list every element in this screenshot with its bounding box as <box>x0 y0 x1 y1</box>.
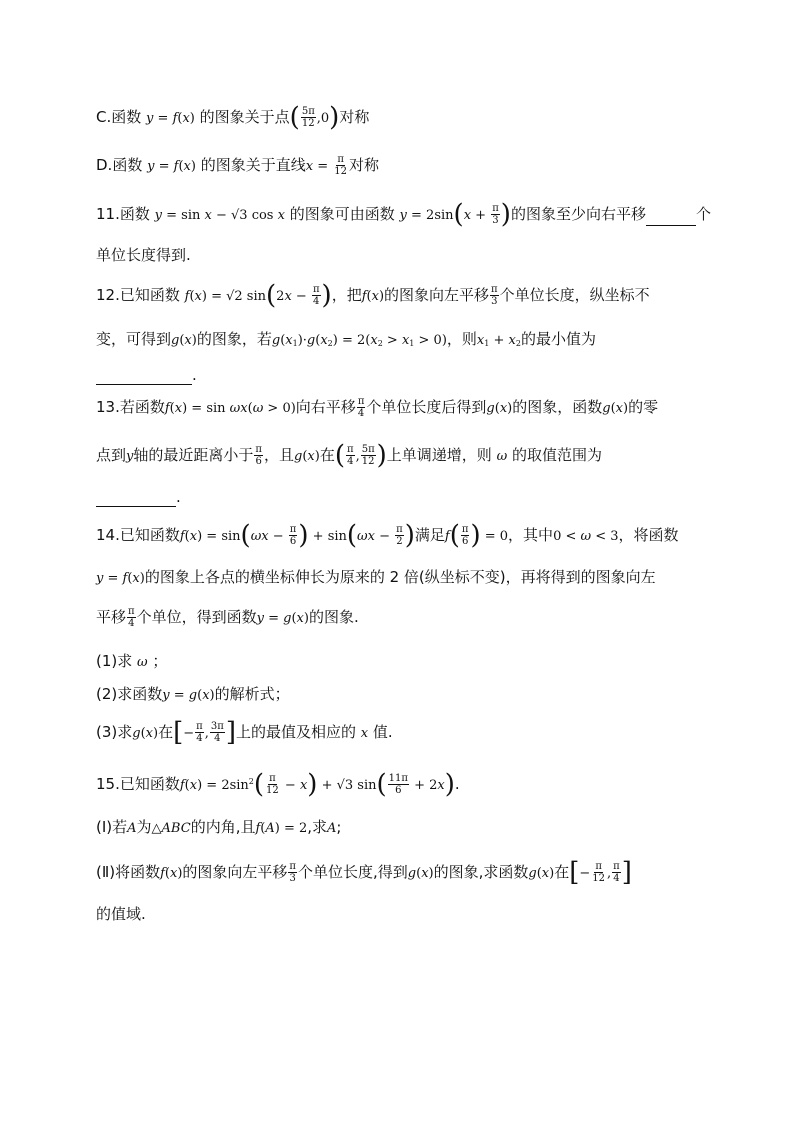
question-11: 11.函数 y = sin x − √3 cos x 的图象可由函数 y = 2sin(x + $\frac{\pi}{3}$ )的图象至少向右平移 个 <box>96 199 711 230</box>
answer-blank[interactable] <box>646 225 696 226</box>
option-c: C.函数 y = f(x) 的图象关于点( $\frac{5\pi}{12}$ ,0)对称 <box>96 102 370 133</box>
question-13: 13.若函数f(x) = sin ωx(ω > 0)向右平移 $\frac{\pi}{4}$ 个单位长度后得到g(x)的图象，函数g(x)的零 <box>96 396 659 419</box>
question-14: 14.已知函数f(x) = sin(ωx − $\frac{\pi}{6}$ ) + sin(ωx − $\frac{\pi}{2}$ )满足f( $\frac{\pi}{6}$ ) = 0，其中0 < ω < 3，将函数 <box>96 520 679 551</box>
answer-blank[interactable] <box>96 384 192 385</box>
question-15-part-2: (Ⅱ)将函数f(x)的图象向左平移 $\frac{\pi}{3}$ 个单位长度,得到g(x)的图象,求函数g(x)在[− $\frac{\pi}{12}$ , $\frac{\pi}{4}$ ] <box>96 857 632 888</box>
question-14-part-1: (1)求 ω ； <box>96 652 168 670</box>
question-15-cont: 的值域. <box>96 905 146 923</box>
question-11-cont: 单位长度得到. <box>96 246 191 264</box>
question-13-cont: 点到y轴的最近距离小于 $\frac{\pi}{6}$ ，且g(x)在( $\frac{\pi}{4}$ , $\frac{5\pi}{12}$ )上单调递增，则 ω 的取值范围为 <box>96 440 602 471</box>
question-14-cont-2: 平移 $\frac{\pi}{4}$ 个单位，得到函数y = g(x)的图象. <box>96 606 359 629</box>
question-12-blank: . <box>96 365 197 385</box>
question-14-cont-1: y = f(x)的图象上各点的横坐标伸长为原来的 2 倍(纵坐标不变)，再将得到的图象向左 <box>96 568 656 586</box>
question-12-cont: 变，可得到g(x)的图象，若$g(x_1)\cdot g(x_2) = 2(x_2 > x_1 > 0)$，则$x_1 + x_2$的最小值为 <box>96 330 596 348</box>
question-14-part-3: (3)求g(x)在[− $\frac{\pi}{4}$ , $\frac{3\pi}{4}$ ]上的最值及相应的 x 值. <box>96 717 393 748</box>
question-15: 15.已知函数$f(x) = 2\sin^2$( $\frac{\pi}{12}$ − x) + √3 sin( $\frac{11\pi}{6}$ + 2x). <box>96 769 460 800</box>
question-13-blank: . <box>96 487 181 507</box>
question-14-part-2: (2)求函数y = g(x)的解析式； <box>96 685 290 703</box>
question-15-part-1: (I)若A为△ABC的内角,且f(A) = 2,求A; <box>96 818 342 836</box>
answer-blank[interactable] <box>96 506 176 507</box>
question-12: 12.已知函数 f(x) = √2 sin(2x − $\frac{\pi}{4}$ )，把f(x)的图象向左平移 $\frac{\pi}{3}$ 个单位长度，纵坐标不 <box>96 280 650 311</box>
option-d: D.函数 y = f(x) 的图象关于直线x = $\frac{\pi}{12}$ 对称 <box>96 154 380 177</box>
